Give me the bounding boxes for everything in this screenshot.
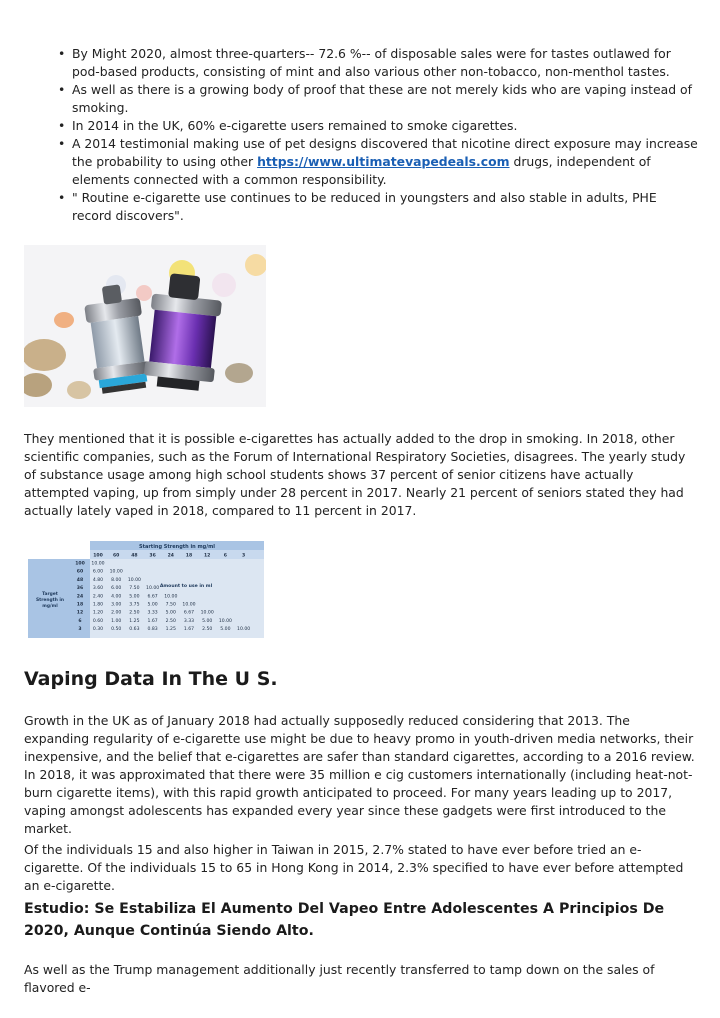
table-cell: 10.00 — [127, 577, 141, 583]
table-cell: 3.75 — [129, 602, 140, 608]
table-cell: 8.00 — [111, 577, 122, 583]
table-row-label: 60 — [76, 569, 84, 575]
bullet-text: " Routine e-cigarette use continues to be reduced in youngsters and also stable in adults, PHE record discovers". — [72, 190, 657, 223]
section-heading-vaping-data: Vaping Data In The U S. — [24, 668, 278, 690]
table-column-header: 3 — [241, 553, 246, 559]
dilution-table-image — [28, 541, 264, 638]
table-row-label: 24 — [76, 594, 84, 600]
table-cell: 7.50 — [129, 586, 140, 592]
vape-tanks-photo — [24, 245, 266, 407]
table-cell: 10.00 — [200, 610, 214, 616]
table-cell: 1.67 — [147, 618, 158, 624]
table-cell: 1.80 — [92, 602, 104, 608]
row-label-line: mg/ml — [42, 604, 58, 609]
bullet-text: By Might 2020, almost three-quarters-- 72.6 %-- of disposable sales were for tastes outlawed for pod-based products, consisting of mint and also various other non-tobacco, non-menthol tastes. — [72, 46, 671, 79]
table-cell: 5.00 — [220, 627, 231, 633]
bullet-item — [58, 45, 698, 81]
row-label-line: Strength in — [35, 598, 65, 603]
table-column-header: 6 — [223, 553, 228, 559]
section-heading-estudio: Estudio: Se Estabiliza El Aumento Del Vapeo Entre Adolescentes A Principios De 2020, Aunque Continúa Siendo Alto. — [24, 901, 665, 939]
paragraph-4: As well as the Trump management additionally just recently transferred to tamp down on the sales of flavored e- — [24, 962, 655, 995]
table-column-header: 100 — [93, 553, 103, 559]
bullet-item — [58, 81, 698, 117]
bullet-item — [58, 189, 698, 225]
table-cell: 0.63 — [129, 627, 140, 633]
bullet-text: A 2014 testimonial making use of pet designs discovered that nicotine direct exposure may increase the probability to using other — [72, 136, 698, 169]
table-cell: 4.00 — [111, 594, 122, 600]
table-cell: 5.00 — [147, 602, 158, 608]
table-cell: 0.30 — [92, 627, 104, 633]
table-cell: 6.67 — [183, 610, 195, 616]
table-cell: 7.50 — [165, 602, 176, 608]
table-cell: 3.33 — [183, 618, 195, 624]
table-cell: 10.00 — [109, 569, 123, 575]
table-column-header: 12 — [203, 553, 211, 559]
table-cell: 6.00 — [92, 569, 104, 575]
table-row-label: 100 — [75, 561, 85, 567]
row-label-line: Target — [42, 592, 58, 597]
table-cell: 3.33 — [147, 610, 158, 616]
table-column-header: 36 — [149, 553, 156, 559]
paragraph-2: Growth in the UK as of January 2018 had actually supposedly reduced considering that 2013. The expanding regularity of e-cigarette use might be due to heavy promo in youth-driven media networks, their inexpensive, and the belief that e-cigarettes are safer than standard cigarettes, according to a 2016 review. In 2018, it was approximated that there were 35 million e cig customers internationally (including heat-not-burn cigarette items), with this rapid growth anticipated to proceed. For many years leading up to 2017, vaping amongst adolescents has expanded every year since these gadgets were first introduced to the market. — [24, 713, 695, 836]
table-cell: 10.00 — [237, 627, 251, 633]
table-cell: 5.00 — [129, 594, 140, 600]
table-cell: 10.00 — [164, 594, 178, 600]
table-cell: 2.00 — [111, 610, 122, 616]
table-title: Starting Strength in mg/ml — [138, 543, 216, 550]
table-cell: 6.67 — [147, 594, 158, 600]
table-cell: 0.50 — [111, 627, 122, 633]
table-row-label: 12 — [76, 610, 84, 616]
table-cell: 4.80 — [92, 577, 104, 583]
bullet-list — [58, 45, 698, 225]
table-cell: 10.00 — [218, 618, 232, 624]
table-cell: 1.67 — [183, 627, 195, 633]
table-column-header: 24 — [167, 553, 175, 559]
table-cell: 2.40 — [92, 594, 104, 600]
paragraph-1: They mentioned that it is possible e-cigarettes has actually added to the drop in smoking. In 2018, other scientific companies, such as the Forum of International Respiratory Societies, disagrees. The yearly study of substance usage among high school students shows 37 percent of senior citizens have actually attempted vaping, up from simply under 28 percent in 2017. Nearly 21 percent of seniors stated they had actually lately vaped in 2018, compared to 11 percent in 2017. — [24, 431, 686, 518]
vape-deals-link[interactable]: https://www.ultimatevapedeals.com — [257, 154, 510, 169]
table-cell: 10.00 — [146, 586, 160, 592]
paragraph-3: Of the individuals 15 and also higher in Taiwan in 2015, 2.7% stated to have ever before tried an e-cigarette. Of the individuals 15 to 65 in Hong Kong in 2014, 2.3% specified to have ever before attempted an e-cigarette. — [24, 842, 684, 893]
table-cell: 1.20 — [92, 610, 104, 616]
table-cell: 10.00 — [91, 561, 105, 567]
table-cell: 6.00 — [111, 586, 122, 592]
bullet-text: drugs, independent of elements connected with a common responsibility. — [72, 154, 651, 187]
table-cell: 2.50 — [202, 627, 213, 633]
table-row-label: 3 — [78, 627, 82, 633]
table-cell: 2.50 — [129, 610, 140, 616]
table-cell: 5.00 — [165, 610, 176, 616]
bullet-item — [58, 135, 698, 189]
table-column-header: 60 — [112, 553, 120, 559]
table-cell: 1.25 — [129, 618, 140, 624]
table-amount-label: Amount to use in ml — [159, 584, 213, 589]
table-cell: 3.00 — [111, 602, 122, 608]
vape-tanks-illustration — [24, 245, 266, 407]
table-cell: 10.00 — [182, 602, 196, 608]
table-cell: 0.83 — [147, 627, 158, 633]
table-cell: 2.50 — [165, 618, 176, 624]
table-row-label: 6 — [78, 618, 82, 624]
table-row-label: 36 — [76, 586, 84, 592]
table-column-header: 48 — [131, 553, 138, 559]
bullet-item — [58, 117, 698, 135]
table-cell: 0.60 — [92, 618, 104, 624]
table-cell: 1.25 — [165, 627, 176, 633]
table-cell: 3.60 — [92, 586, 104, 592]
table-row-label: 18 — [76, 602, 84, 608]
table-cell: 1.00 — [111, 618, 122, 624]
table-row-label: 48 — [76, 577, 84, 583]
bullet-text: As well as there is a growing body of proof that these are not merely kids who are vaping instead of smoking. — [72, 82, 692, 115]
table-cell: 5.00 — [202, 618, 213, 624]
bullet-text: In 2014 in the UK, 60% e-cigarette users remained to smoke cigarettes. — [72, 118, 518, 133]
table-column-header: 18 — [185, 553, 193, 559]
dilution-table — [28, 541, 264, 638]
